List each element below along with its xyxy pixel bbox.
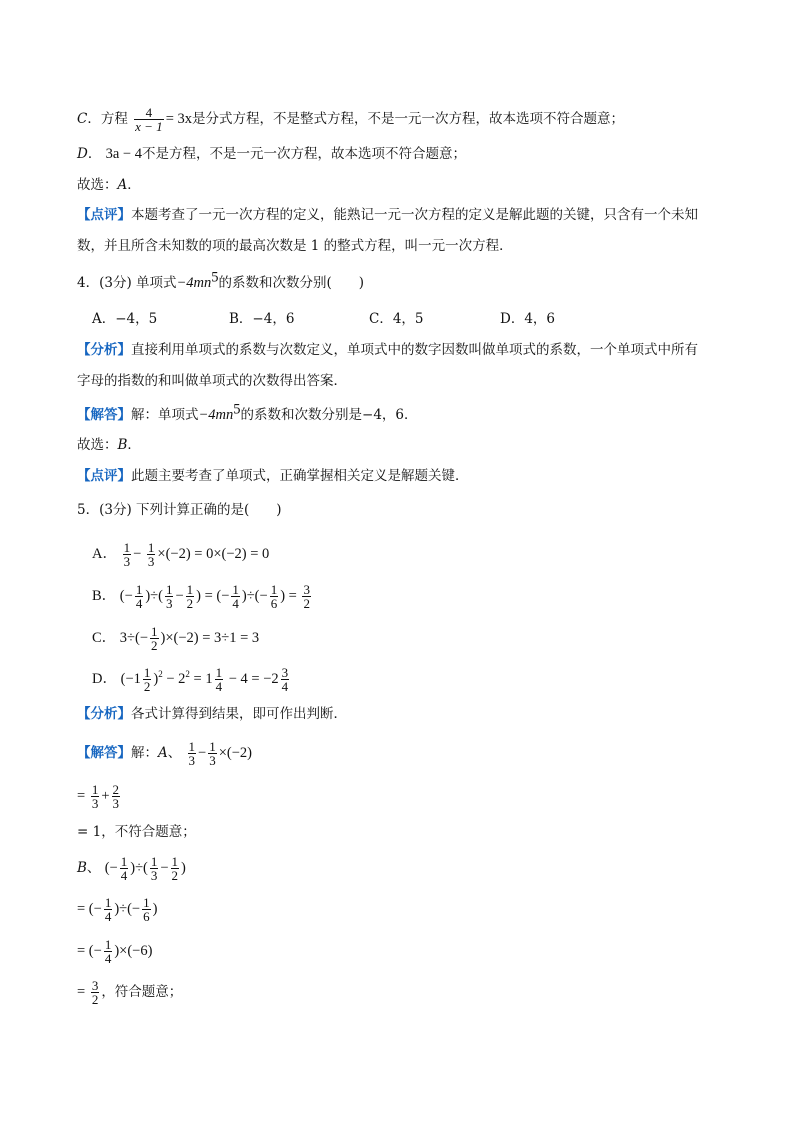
q5-answer-b: B、 (− $\frac{1}{4}$ )÷( $\frac{1}{3}$ − $\frac{1}{2}$ )	[77, 854, 186, 883]
comment-tag: 【点评】	[77, 207, 131, 223]
option-letter: D	[77, 146, 88, 162]
q5-step-b3: = (− $\frac{1}{4}$ )×(−6)	[77, 937, 153, 966]
q5-stem: 5．(3分) 下列计算正确的是( )	[77, 502, 282, 518]
q4-comment: 【点评】此题主要考查了单项式，正确掌握相关定义是解题关键．	[77, 468, 469, 484]
q4-stem: 4．(3分) 单项式$-4mn^5$的系数和次数分别( )	[77, 269, 365, 291]
q4-option-c: C．4，5	[369, 311, 424, 327]
q3-comment-line2: 数，并且所含未知数的项的最高次数是 1 的整式方程，叫一元一次方程．	[77, 238, 513, 254]
q5-step-b2: = (− $\frac{1}{4}$ )÷(− $\frac{1}{6}$ )	[77, 895, 158, 924]
q3-comment-line1: 【点评】本题考查了一元一次方程的定义，能熟记一元一次方程的定义是解此题的关键，只含有一个未知	[77, 207, 698, 223]
q5-answer-a: 【解答】解：A、 $\frac{1}{3}$ − $\frac{1}{3}$ ×(−2)	[77, 739, 252, 768]
q4-option-d: D．4，6	[500, 311, 556, 327]
q4-choice: 故选：B．	[77, 437, 141, 453]
q4-option-a: A．−4，5	[92, 311, 158, 327]
option-letter: C	[77, 111, 88, 127]
q4-answer: 【解答】解：单项式$-4mn^5$的系数和次数分别是−4，6．	[77, 401, 418, 423]
q4-options	[92, 310, 555, 328]
q4-analysis-line2: 字母的指数的和叫做单项式的次数得出答案．	[77, 373, 347, 389]
q5-option-a: A． $\frac{1}{3}$ − $\frac{1}{3}$ ×(−2) = 0×(−2) = 0	[92, 540, 270, 569]
fraction: $\frac{4}{x - 1}$	[135, 105, 163, 134]
q5-step-a2: = $\frac{1}{3}$ + $\frac{2}{3}$	[77, 782, 119, 811]
q5-step-b4: = $\frac{3}{2}$ ，符合题意；	[77, 978, 183, 1007]
expression: 3a − 4	[105, 146, 142, 162]
option-d-explanation: D． 3a − 4不是方程，不是一元一次方程，故本选项不符合题意；	[77, 146, 466, 162]
q5-option-b: B． (− $\frac{1}{4}$ )÷( $\frac{1}{3}$ − $\frac{1}{2}$ ) = (− $\frac{1}{4}$ )÷(− $\frac{1}{6}$ ) = $\frac{3}{2}$	[92, 582, 310, 611]
q5-step-a3: = 1，不符合题意；	[77, 824, 196, 840]
q4-analysis-line1: 【分析】直接利用单项式的系数与次数定义，单项式中的数字因数叫做单项式的系数，一个单项式中所有	[77, 342, 698, 358]
q5-option-d: D． (−1 $\frac{1}{2}$ )$^2 - 2^2 = 1$ $\frac{1}{4}$ − 4 = −2 $\frac{3}{4}$	[92, 665, 289, 694]
equation-rest: = 3x	[165, 111, 192, 127]
q5-option-c: C． 3÷(− $\frac{1}{2}$ )×(−2) = 3÷1 = 3	[92, 624, 260, 653]
q4-option-b: B．−4，6	[229, 311, 295, 327]
q5-analysis: 【分析】各式计算得到结果，即可作出判断．	[77, 706, 347, 722]
q3-choice: 故选：A．	[77, 177, 141, 193]
option-c-explanation: C．方程 $\frac{4}{x - 1}$ = 3x是分式方程，不是整式方程，不是一元一次方程，故本选项不符合题意；	[77, 105, 624, 134]
